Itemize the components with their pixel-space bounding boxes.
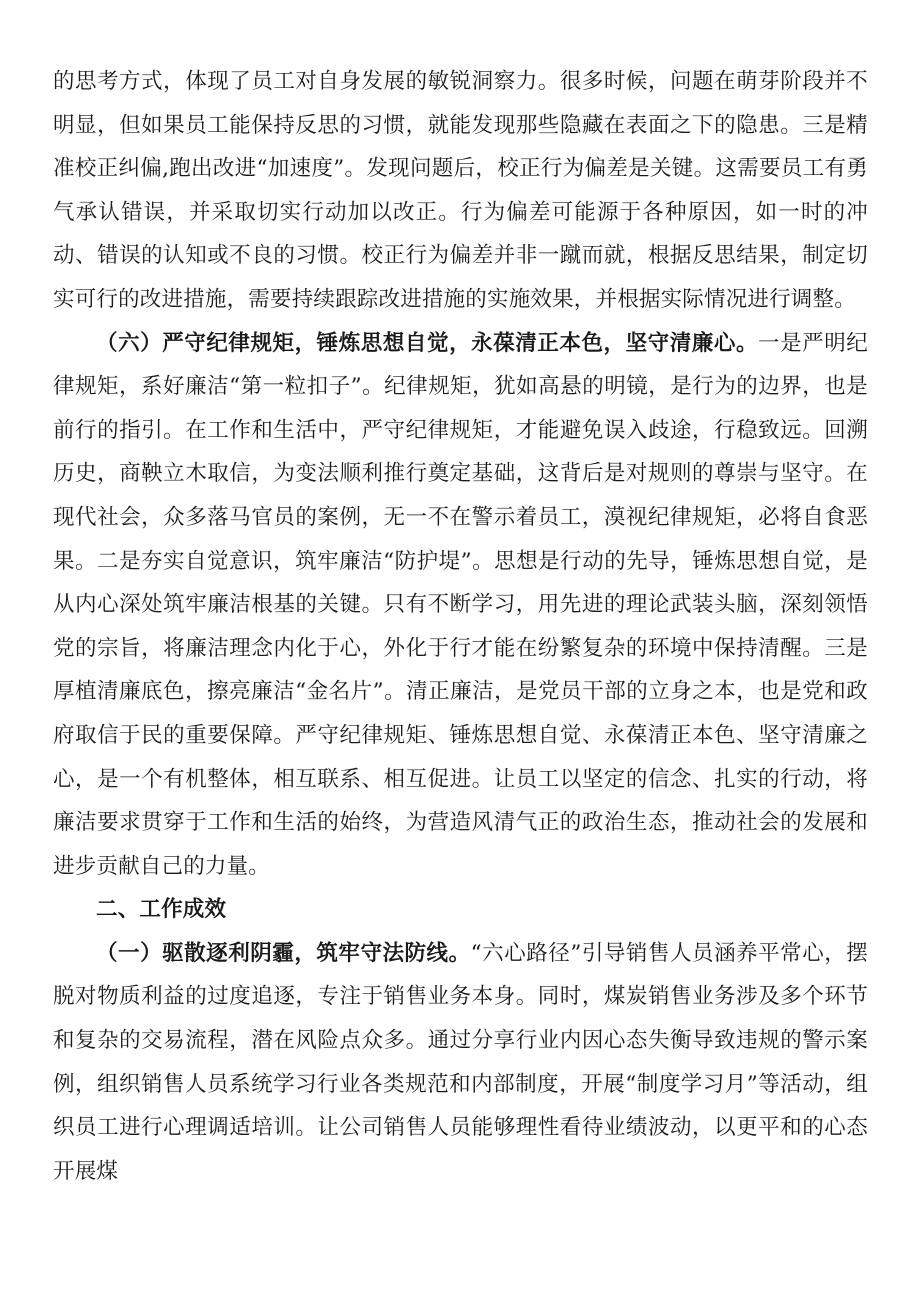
section-six-body: 一是严明纪律规矩，系好廉洁“第一粒扣子”。纪律规矩，犹如高悬的明镜，是行为的边界，也是前行的指引。在工作和生活中，严守纪律规矩，才能避免误入歧途，行稳致远。回溯历史，商鞅立木取信，为变法顺利推行奠定基础，这背后是对规则的尊崇与坚守。在现代社会，众多落马官员的案例，无一不在警示着员工，漠视纪律规矩，必将自食恶果。二是夯实自觉意识，筑牢廉洁“防护堤”。思想是行动的先导，锤炼思想自觉，是从内心深处筑牢廉洁根基的关键。只有不断学习，用先进的理论武装头脑，深刻领悟党的宗旨，将廉洁理念内化于心，外化于行才能在纷繁复杂的环境中保持清醒。三是厚植清廉底色，擦亮廉洁“金名片”。清正廉洁，是党员干部的立身之本，也是党和政府取信于民的重要保障。严守纪律规矩、锤炼思想自觉、永葆清正本色、坚守清廉之心，是一个有机整体，相互联系、相互促进。让员工以坚定的信念、扎实的行动，将廉洁要求贯穿于工作和生活的始终，为营造风清气正的政治生态，推动社会的发展和进步贡献自己的力量。 <box>53 330 868 879</box>
results-one-lead: （一）驱散逐利阴霾，筑牢守法防线。 <box>96 940 471 966</box>
document-body <box>53 60 868 1193</box>
paragraph-continuation: 的思考方式，体现了员工对自身发展的敏锐洞察力。很多时候，问题在萌芽阶段并不明显，但如果员工能保持反思的习惯，就能发现那些隐藏在表面之下的隐患。三是精准校正纠偏,跑出改进“加速度”。发现问题后，校正行为偏差是关键。这需要员工有勇气承认错误，并采取切实行动加以改正。行为偏差可能源于各种原因，如一时的冲动、错误的认知或不良的习惯。校正行为偏差并非一蹴而就，根据反思结果，制定切实可行的改进措施，需要持续跟踪改进措施的实施效果，并根据实际情况进行调整。 <box>53 69 868 312</box>
section-six-lead: （六）严守纪律规矩，锤炼思想自觉，永葆清正本色，坚守清廉心。 <box>96 330 759 356</box>
paragraph-section-six <box>53 322 868 889</box>
results-one-body: “六心路径”引导销售人员涵养平常心，摆脱对物质利益的过度追逐，专注于销售业务本身。同时，煤炭销售业务涉及多个环节和复杂的交易流程，潜在风险点众多。通过分享行业内因心态失衡导致违规的警示案例，组织销售人员系统学习行业各类规范和内部制度，开展“制度学习月”等活动，组织员工进行心理调适培训。让公司销售人员能够理性看待业绩波动，以更平和的心态开展煤 <box>53 940 868 1184</box>
paragraph-results-one <box>53 932 868 1194</box>
section-heading-work-results: 二、工作成效 <box>96 897 227 923</box>
